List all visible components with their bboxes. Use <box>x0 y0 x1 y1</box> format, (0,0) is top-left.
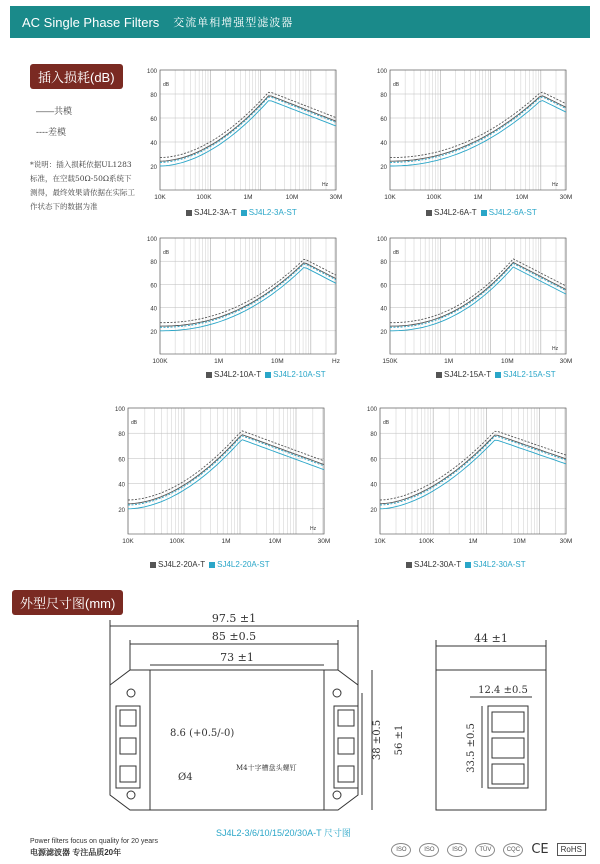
y-tick-label: 20 <box>370 507 377 514</box>
x-tick-label: 10M <box>285 194 299 201</box>
x-tick-label: 1M <box>468 538 478 545</box>
chart-15a-svg <box>372 230 572 370</box>
series-line-diff-t <box>380 431 566 500</box>
x-tick-label: 10M <box>515 194 529 201</box>
caption-6a-a: SJ4L2-6A-T <box>434 208 477 217</box>
y-unit-label: dB <box>383 420 390 426</box>
caption-20a-b: SJ4L2-20A-ST <box>217 560 270 569</box>
x-tick-label: 30M <box>559 538 572 545</box>
series-line-diff-st <box>380 436 566 505</box>
certification-logos <box>391 842 586 857</box>
x-tick-label: 30M <box>559 358 572 365</box>
x-tick-label: 1M <box>473 194 483 201</box>
side-view-terminal <box>488 706 528 788</box>
y-tick-label: 60 <box>150 117 157 123</box>
chart-10a-svg <box>142 230 342 370</box>
caption-15a-b: SJ4L2-15A-ST <box>503 370 556 379</box>
y-tick-label: 80 <box>150 260 157 267</box>
terminal-r1 <box>338 710 354 726</box>
y-tick-label: 20 <box>380 329 387 336</box>
cqc-icon: CQC <box>503 843 523 857</box>
series-line-diff-t <box>128 431 324 500</box>
y-tick-label: 20 <box>150 329 157 336</box>
chart-3a-svg <box>142 62 342 206</box>
y-tick-label: 40 <box>118 482 125 489</box>
y-tick-label: 40 <box>380 306 387 313</box>
footer-en: Power filters focus on quality for 20 years <box>30 838 159 845</box>
x-tick-label: 10K <box>384 194 396 201</box>
y-tick-label: 40 <box>150 306 157 313</box>
series-line-common-st <box>390 267 566 331</box>
plot-frame <box>160 238 336 354</box>
y-tick-label: 100 <box>146 69 157 75</box>
dim-33-5: 33.5 ±0.5 <box>466 723 477 773</box>
dimension-caption: SJ4L2-3/6/10/15/20/30A-T 尺寸图 <box>216 828 351 838</box>
x-tick-label: 150K <box>382 358 398 365</box>
x-tick-label: 100K <box>169 538 185 545</box>
y-tick-label: 20 <box>150 165 157 171</box>
series-line-diff-t <box>160 92 336 157</box>
tuv-icon: TÜV <box>475 843 495 857</box>
filter-body <box>150 670 324 810</box>
side-terminal-1 <box>492 712 524 732</box>
header-title-en: AC Single Phase Filters <box>22 14 160 30</box>
y-tick-label: 100 <box>146 237 157 243</box>
x-tick-label: 10M <box>271 358 284 365</box>
page-header <box>10 6 590 38</box>
side-terminal-2 <box>492 738 524 758</box>
series-line-common-t <box>160 263 336 326</box>
x-tick-label: 100K <box>196 194 212 201</box>
dim-8-6: 8.6 (+0.5/-0) <box>170 728 235 739</box>
rohs-mark: RoHS <box>557 843 586 856</box>
terminal-l3 <box>120 766 136 782</box>
x-tick-label: 100K <box>426 194 442 201</box>
x-tick-label: 30M <box>329 194 342 201</box>
y-tick-label: 80 <box>118 432 125 439</box>
series-line-diff-t <box>160 259 336 322</box>
caption-10a-b: SJ4L2-10A-ST <box>273 370 326 379</box>
x-tick-label: 100K <box>152 358 168 365</box>
y-tick-label: 80 <box>370 432 377 439</box>
dim-hole: Ø4 <box>178 772 193 783</box>
footer-cn: 电源滤波器 专注品质20年 <box>30 848 122 857</box>
series-line-common-t <box>390 262 566 326</box>
dim-12-4: 12.4 ±0.5 <box>478 685 528 696</box>
section-title-insertion-loss: 插入损耗(dB) <box>30 64 123 89</box>
mount-hole-br <box>333 791 341 799</box>
dim-97-5: 97.5 ±1 <box>211 612 257 625</box>
mount-hole-tl <box>127 689 135 697</box>
y-tick-label: 20 <box>380 165 387 171</box>
caption-30a-b: SJ4L2-30A-ST <box>473 560 526 569</box>
iso-icon-3: ISO <box>447 843 467 857</box>
chart-30a <box>362 400 572 555</box>
x-unit-label: Hz <box>552 346 559 352</box>
dimension-drawing <box>0 600 600 840</box>
series-line-diff-t <box>390 259 566 323</box>
y-tick-label: 100 <box>376 69 387 75</box>
y-tick-label: 60 <box>150 283 157 290</box>
plot-frame <box>380 408 566 534</box>
chart-3a <box>142 62 342 211</box>
iso-icon-2: ISO <box>419 843 439 857</box>
dim-73: 73 ±1 <box>220 651 254 664</box>
caption-3a-b: SJ4L2-3A-ST <box>248 208 297 217</box>
caption-15a <box>436 370 556 379</box>
x-tick-label: 10K <box>154 194 166 201</box>
y-tick-label: 40 <box>380 141 387 147</box>
y-tick-label: 100 <box>376 237 387 243</box>
caption-30a-a: SJ4L2-30A-T <box>414 560 462 569</box>
chart-6a <box>372 62 572 211</box>
x-tick-label: 1M <box>214 358 224 365</box>
x-tick-label: 100K <box>418 538 435 545</box>
series-line-common-t <box>128 435 324 504</box>
mounting-flange <box>110 670 358 810</box>
caption-30a <box>406 560 526 569</box>
mount-hole-tr <box>333 689 341 697</box>
dim-38: 38 ±0.5 <box>372 719 383 761</box>
x-tick-label: 1M <box>444 358 454 365</box>
x-tick-label: 1M <box>243 194 253 201</box>
plot-frame <box>390 70 566 190</box>
x-tick-label: Hz <box>332 358 340 365</box>
x-tick-label: 10K <box>374 538 386 545</box>
x-tick-label: 10M <box>513 538 526 545</box>
y-unit-label: dB <box>393 82 400 88</box>
legend-common: ——共模 <box>36 106 73 116</box>
test-note: *说明：插入损耗依据UL1283标准，在空载50Ω-50Ω系统下测得，最终效果请依据在实际工作状态下的数据为准 <box>30 160 135 211</box>
dim-85: 85 ±0.5 <box>211 630 257 643</box>
y-tick-label: 40 <box>370 482 377 489</box>
x-tick-label: 10M <box>268 538 282 545</box>
chart-20a <box>110 400 330 555</box>
y-tick-label: 100 <box>366 407 377 413</box>
x-unit-label: Hz <box>322 182 329 188</box>
caption-20a <box>150 560 270 569</box>
x-unit-label: Hz <box>552 182 559 188</box>
header-title-cn: 交流单相增强型滤波器 <box>173 17 294 29</box>
y-tick-label: 80 <box>380 260 387 267</box>
plot-frame <box>128 408 324 534</box>
x-tick-label: 30M <box>559 194 572 201</box>
screw-label: M4十字槽盘头螺钉 <box>236 764 297 772</box>
terminal-l2 <box>120 738 136 754</box>
caption-3a-a: SJ4L2-3A-T <box>194 208 237 217</box>
chart-30a-svg <box>362 400 572 550</box>
y-unit-label: dB <box>163 82 170 88</box>
chart-10a <box>142 230 342 375</box>
x-tick-label: 10K <box>122 538 134 545</box>
legend-diff: ----差模 <box>36 127 66 137</box>
caption-6a <box>426 208 537 217</box>
series-line-diff-st <box>160 264 336 327</box>
y-unit-label: dB <box>163 250 170 256</box>
x-tick-label: 30M <box>317 538 330 545</box>
caption-10a <box>206 370 326 379</box>
y-tick-label: 60 <box>370 457 377 464</box>
chart-20a-svg <box>110 400 330 550</box>
iso-icon: ISO <box>391 843 411 857</box>
series-line-diff-st <box>390 97 566 162</box>
terminal-l1 <box>120 710 136 726</box>
caption-6a-b: SJ4L2-6A-ST <box>488 208 537 217</box>
plot-frame <box>160 70 336 190</box>
y-tick-label: 20 <box>118 507 125 514</box>
dim-56: 56 ±1 <box>394 724 405 756</box>
chart-15a <box>372 230 572 375</box>
chart-6a-svg <box>372 62 572 206</box>
dim-44: 44 ±1 <box>474 632 508 645</box>
y-tick-label: 60 <box>380 117 387 123</box>
y-unit-label: dB <box>131 420 138 426</box>
x-tick-label: 10M <box>501 358 514 365</box>
ce-mark: CE <box>531 842 549 857</box>
series-line-common-t <box>160 96 336 161</box>
mount-hole-bl <box>127 791 135 799</box>
y-tick-label: 60 <box>118 457 125 464</box>
y-tick-label: 100 <box>114 407 125 413</box>
x-unit-label: Hz <box>310 526 317 532</box>
series-line-common-t <box>390 96 566 161</box>
x-tick-label: 1M <box>221 538 231 545</box>
caption-10a-a: SJ4L2-10A-T <box>214 370 262 379</box>
y-tick-label: 80 <box>150 93 157 99</box>
caption-15a-a: SJ4L2-15A-T <box>444 370 492 379</box>
terminal-r3 <box>338 766 354 782</box>
y-unit-label: dB <box>393 250 400 256</box>
caption-3a <box>186 208 297 217</box>
section-title-dimensions: 外型尺寸图(mm) <box>12 590 123 615</box>
side-terminal-3 <box>492 764 524 784</box>
caption-20a-a: SJ4L2-20A-T <box>158 560 206 569</box>
y-tick-label: 60 <box>380 283 387 290</box>
y-tick-label: 40 <box>150 141 157 147</box>
footer-slogan <box>30 838 158 858</box>
series-line-diff-st <box>160 97 336 162</box>
terminal-r2 <box>338 738 354 754</box>
y-tick-label: 80 <box>380 93 387 99</box>
